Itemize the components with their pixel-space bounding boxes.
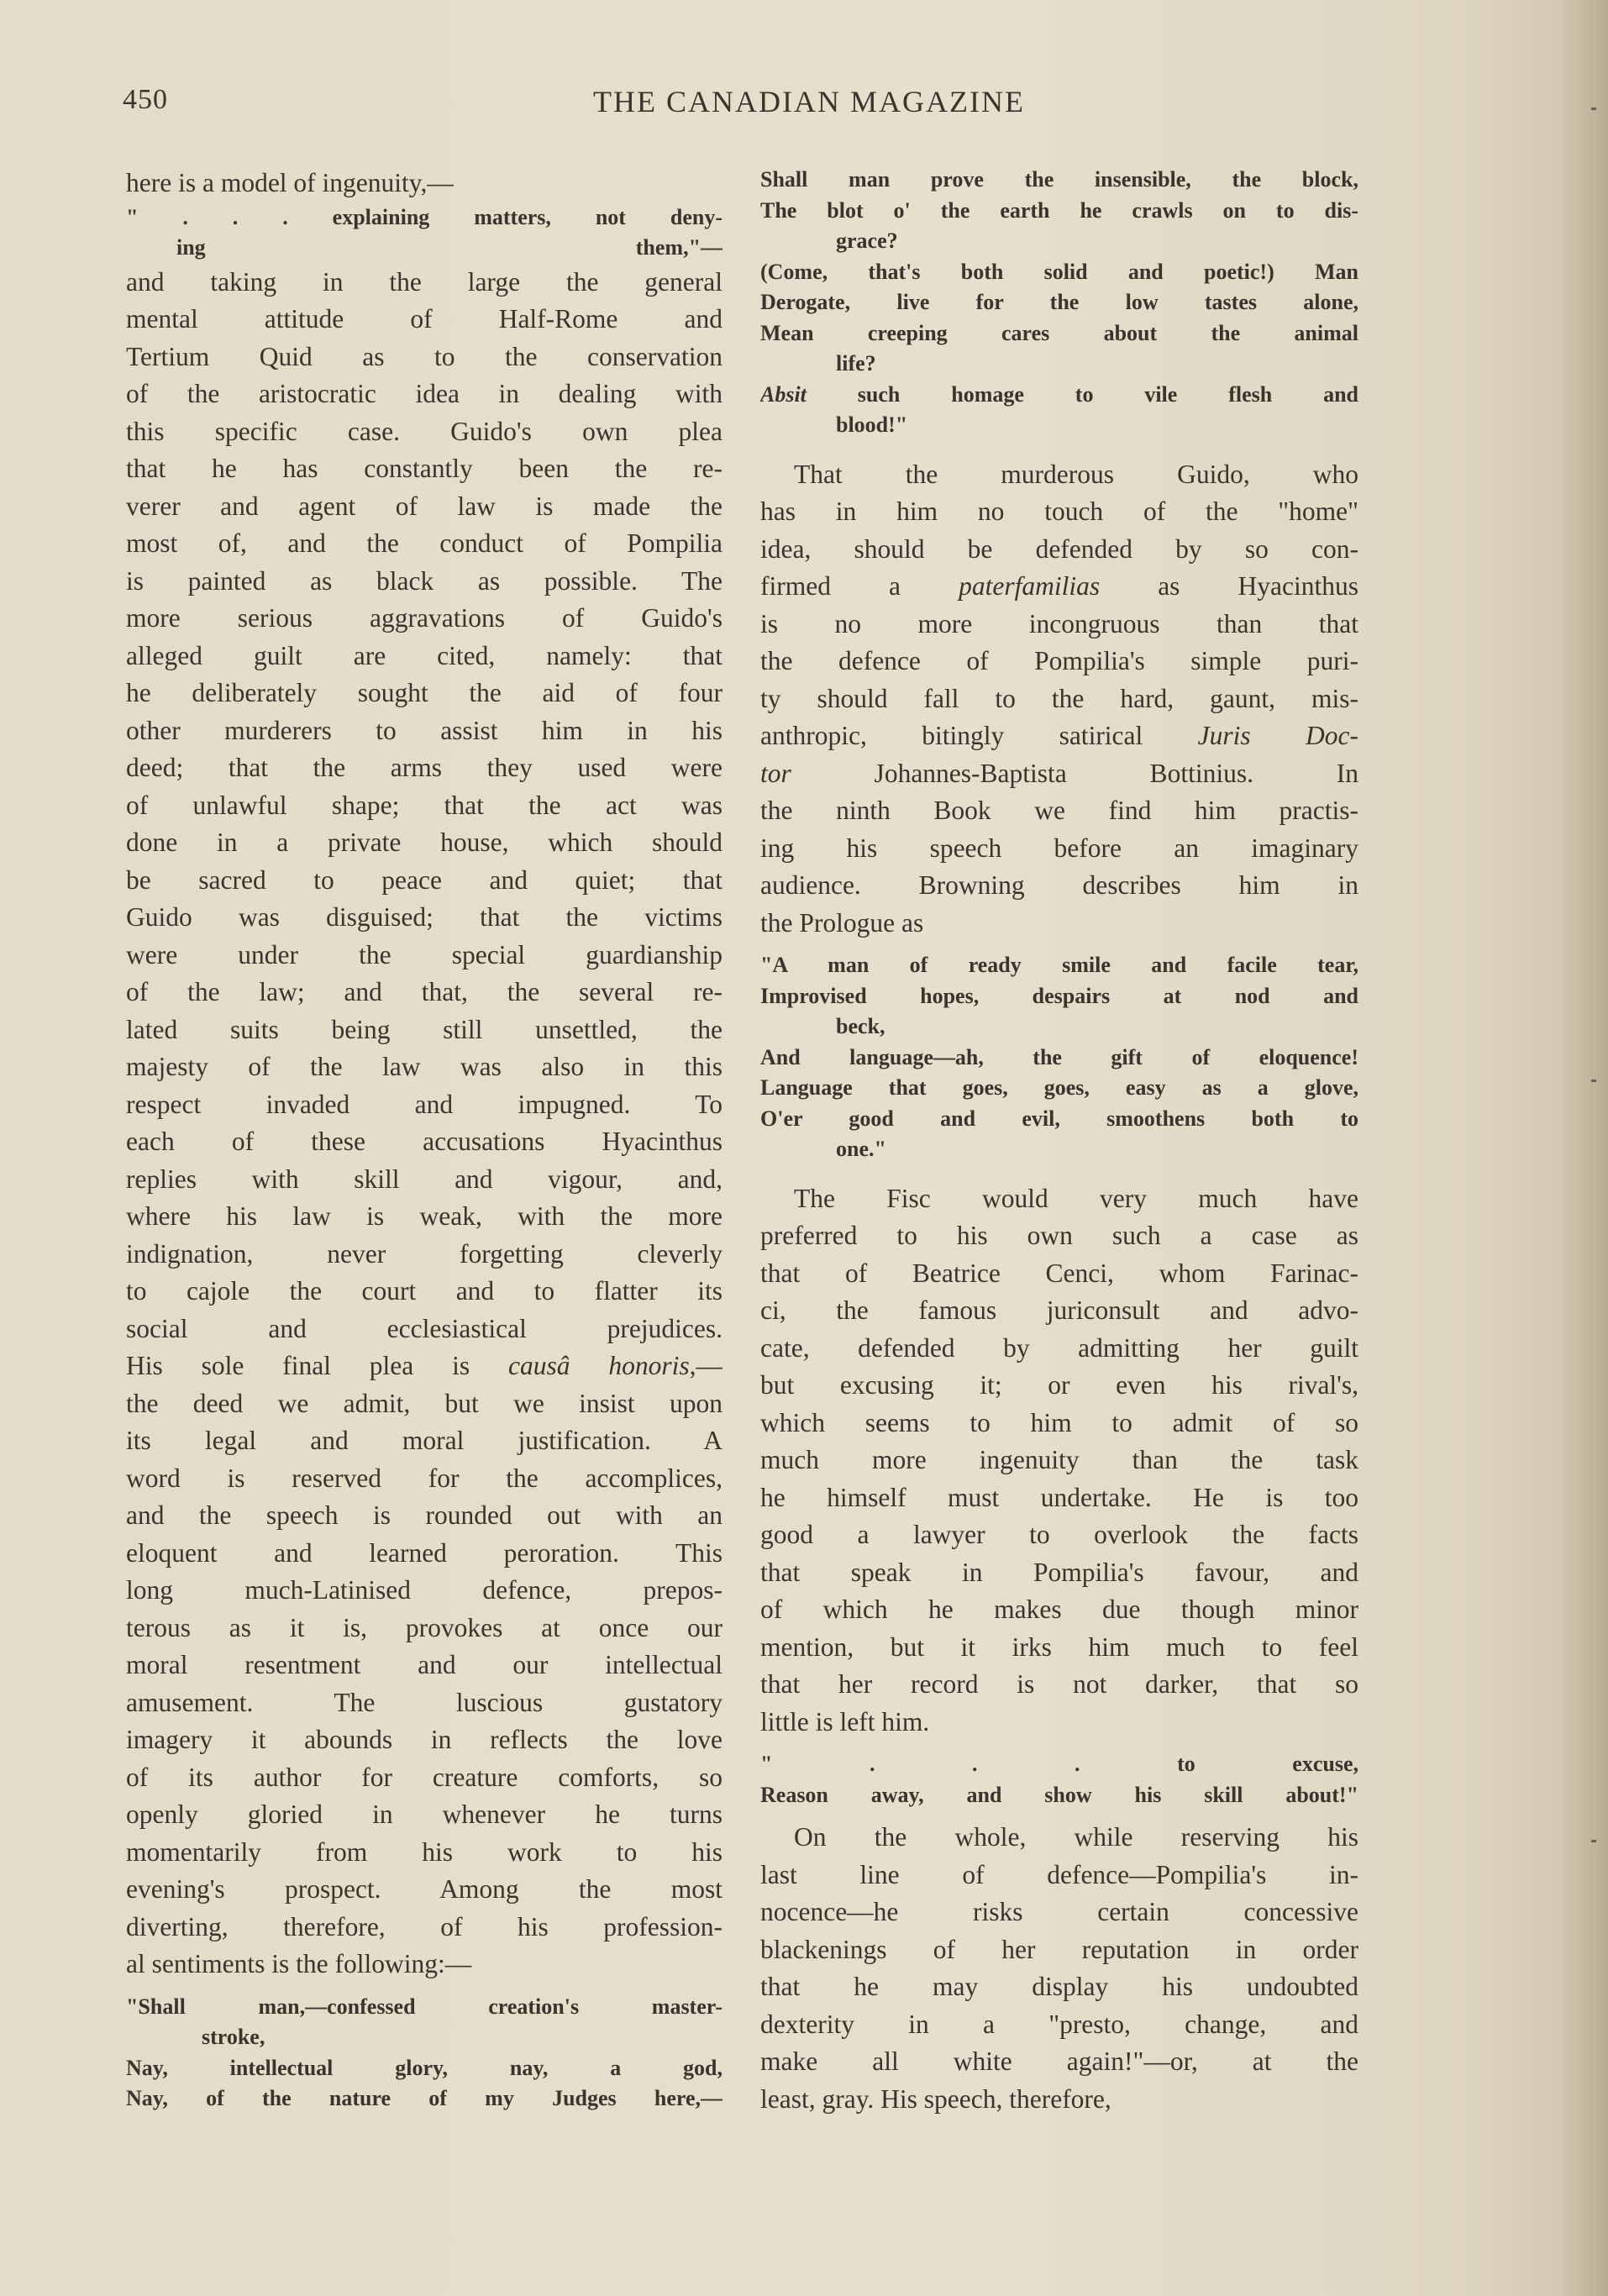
text-line: al sentiments is the following:—: [126, 1949, 472, 1978]
text-line: done in a private house, which should: [126, 828, 723, 857]
text-line: and the speech is rounded out with an: [126, 1500, 723, 1530]
quote-line: Nay, of the nature of my Judges here,—: [126, 2086, 723, 2110]
text-line: The Fisc would very much have: [794, 1183, 1358, 1213]
text-line: idea, should be defended by so con-: [760, 533, 1358, 564]
paragraph-body: [760, 1819, 1358, 2118]
text-line: moral resentment and our intellectual: [126, 1650, 723, 1679]
text-line: imagery it abounds in reflects the love: [126, 1725, 723, 1754]
text-line: the defence of Pompilia's simple puri-: [760, 646, 1358, 675]
text-line: he deliberately sought the aid of four: [126, 678, 723, 707]
text-line: On the whole, while reserving his: [794, 1822, 1358, 1852]
right-column: [760, 165, 1358, 2118]
quote-shall-man: [126, 1992, 723, 2115]
page-header: [123, 84, 1358, 126]
text-line: openly gloried in whenever he turns: [126, 1799, 723, 1829]
text-line: long much-Latinised defence, prepos-: [126, 1575, 723, 1605]
quote-shall-man-continued: [760, 165, 1358, 441]
quote-line: life?: [836, 351, 876, 376]
quote-line: Mean creeping cares about the animal: [760, 320, 1358, 345]
text-line: of the law; and that, the several re-: [126, 977, 723, 1006]
text-line: deed; that the arms they used were: [126, 753, 723, 782]
quote-line: stroke,: [202, 2025, 265, 2049]
text-line: to cajole the court and to flatter its: [126, 1276, 723, 1306]
text-line: eloquent and learned peroration. This: [126, 1537, 723, 1568]
text-line: each of these accusations Hyacinthus: [126, 1127, 723, 1156]
text-line: of its author for creature comforts, so: [126, 1762, 723, 1792]
text-line: its legal and moral justification. A: [126, 1426, 723, 1455]
margin-mark: [1591, 1080, 1596, 1082]
text-line: of the aristocratic idea in dealing with: [126, 379, 723, 408]
text-line: more serious aggravations of Guido's: [126, 603, 723, 633]
running-head: THE CANADIAN MAGAZINE: [593, 85, 1025, 118]
text-line: is no more incongruous than that: [760, 608, 1358, 638]
text-line: that her record is not darker, that so: [760, 1669, 1358, 1699]
text-line: word is reserved for the accomplices,: [126, 1463, 723, 1493]
paragraph-intro: [126, 165, 723, 202]
text-line: mental attitude of Half-Rome and: [126, 304, 723, 334]
text-line: alleged guilt are cited, namely: that: [126, 640, 723, 670]
text-line: cate, defended by admitting her guilt: [760, 1332, 1358, 1363]
text-line: were under the special guardianship: [126, 939, 723, 969]
quote-line: "Shall man,—confessed creation's master-: [126, 1994, 723, 2019]
quote-line: Nay, intellectual glory, nay, a god,: [126, 2055, 723, 2080]
text-line: nocence—he risks certain concessive: [760, 1897, 1358, 1926]
quote-line: " . . . explaining matters, not deny-: [126, 204, 723, 229]
text-line: ing his speech before an imaginary: [760, 833, 1358, 863]
text-line: tor Johannes-Baptista Bottinius. In: [760, 758, 1358, 788]
text-line: anthropic, bitingly satirical Juris Doc-: [760, 721, 1358, 750]
text-line: of which he makes due though minor: [760, 1595, 1358, 1624]
left-column: [126, 165, 723, 2115]
text-line: diverting, therefore, of his profession-: [126, 1911, 723, 1941]
page-edge-shadow: [1558, 0, 1608, 2296]
quote-line: Reason away, and show his skill about!": [760, 1782, 1358, 1807]
text-line: and taking in the large the general: [126, 266, 723, 297]
quote-to-excuse: [760, 1749, 1358, 1810]
text-line: replies with skill and vigour, and,: [126, 1164, 723, 1194]
text-line: most of, and the conduct of Pompilia: [126, 528, 723, 558]
margin-mark: [1591, 108, 1596, 110]
text-line: that speak in Pompilia's favour, and: [760, 1557, 1358, 1587]
paragraph-body: [126, 264, 723, 1983]
text-line: that he may display his undoubted: [760, 1972, 1358, 2001]
quote-line: And language—ah, the gift of eloquence!: [760, 1044, 1358, 1069]
quote-line: ing them,"—: [176, 235, 723, 260]
quote-man-of-ready-smile: [760, 950, 1358, 1165]
paragraph-body: [760, 1180, 1358, 1742]
text-line: blackenings of her reputation in order: [760, 1934, 1358, 1964]
text-line: other murderers to assist him in his: [126, 715, 723, 745]
quote-explaining: [126, 202, 723, 264]
text-line: audience. Browning describes him in: [760, 870, 1358, 900]
quote-line: beck,: [836, 1014, 885, 1038]
text-line: make all white again!"—or, at the: [760, 2046, 1358, 2076]
text-line: ty should fall to the hard, gaunt, mis-: [760, 683, 1358, 713]
text-line: respect invaded and impugned. To: [126, 1089, 723, 1119]
text-line: be sacred to peace and quiet; that: [126, 864, 723, 895]
text-line: ci, the famous juriconsult and advo-: [760, 1295, 1358, 1325]
text-line: of unlawful shape; that the act was: [126, 790, 723, 820]
text-line: verer and agent of law is made the: [126, 491, 723, 521]
quote-line: " . . . to excuse,: [760, 1752, 1358, 1776]
text-line: mention, but it irks him much to feel: [760, 1631, 1358, 1662]
text-line: preferred to his own such a case as: [760, 1221, 1358, 1250]
quote-line: one.": [836, 1137, 886, 1161]
quote-line: Improvised hopes, despairs at nod and: [760, 983, 1358, 1008]
quote-line: Shall man prove the insensible, the block,: [760, 167, 1358, 192]
text-line: much more ingenuity than the task: [760, 1445, 1358, 1474]
text-line: Guido was disguised; that the victims: [126, 902, 723, 932]
text-line: has in him no touch of the "home": [760, 497, 1358, 526]
text-line: lated suits being still unsettled, the: [126, 1014, 723, 1044]
text-line: this specific case. Guido's own plea: [126, 416, 723, 446]
quote-line: Derogate, live for the low tastes alone,: [760, 290, 1358, 314]
text-line: momentarily from his work to his: [126, 1836, 723, 1867]
text-line: here is a model of ingenuity,—: [126, 168, 454, 197]
text-line: amusement. The luscious gustatory: [126, 1687, 723, 1717]
text-line: His sole final plea is causâ honoris,—: [126, 1351, 723, 1380]
text-line: indignation, never forgetting cleverly: [126, 1238, 723, 1269]
text-line: majesty of the law was also in this: [126, 1052, 723, 1081]
text-line: terous as it is, provokes at once our: [126, 1612, 723, 1642]
text-line: the deed we admit, but we insist upon: [126, 1388, 723, 1418]
quote-line: Absit such homage to vile flesh and: [760, 381, 1358, 407]
text-line: is painted as black as possible. The: [126, 565, 723, 596]
text-line: that of Beatrice Cenci, whom Farinac-: [760, 1258, 1358, 1288]
text-line: social and ecclesiastical prejudices.: [126, 1313, 723, 1343]
text-line: good a lawyer to overlook the facts: [760, 1520, 1358, 1549]
text-line: dexterity in a "presto, change, and: [760, 2009, 1358, 2039]
quote-line: grace?: [836, 229, 898, 253]
text-line: where his law is weak, with the more: [126, 1201, 723, 1231]
text-line: last line of defence—Pompilia's in-: [760, 1859, 1358, 1889]
quote-line: blood!": [836, 412, 908, 437]
page-number: 450: [123, 84, 168, 115]
quote-line: "A man of ready smile and facile tear,: [760, 953, 1358, 977]
quote-line: (Come, that's both solid and poetic!) Man: [760, 259, 1358, 284]
text-line: Tertium Quid as to the conservation: [126, 341, 723, 371]
text-line: that he has constantly been the re-: [126, 454, 723, 483]
text-line: which seems to him to admit of so: [760, 1407, 1358, 1437]
text-line: least, gray. His speech, therefore,: [760, 2083, 1111, 2114]
text-line: evening's prospect. Among the most: [126, 1874, 723, 1904]
text-line: the Prologue as: [760, 907, 924, 938]
quote-line: O'er good and evil, smoothens both to: [760, 1106, 1358, 1131]
text-line: he himself must undertake. He is too: [760, 1482, 1358, 1512]
text-line: but excusing it; or even his rival's,: [760, 1370, 1358, 1400]
text-line: the ninth Book we find him practis-: [760, 796, 1358, 825]
text-line: little is left him.: [760, 1706, 930, 1736]
text-line: That the murderous Guido, who: [794, 459, 1358, 489]
quote-line: The blot o' the earth he crawls on to dis-: [760, 197, 1358, 223]
margin-mark: [1591, 1840, 1596, 1842]
quote-line: Language that goes, goes, easy as a glove,: [760, 1075, 1358, 1100]
paragraph-body: [760, 456, 1358, 943]
text-line: firmed a paterfamilias as Hyacinthus: [760, 571, 1358, 601]
